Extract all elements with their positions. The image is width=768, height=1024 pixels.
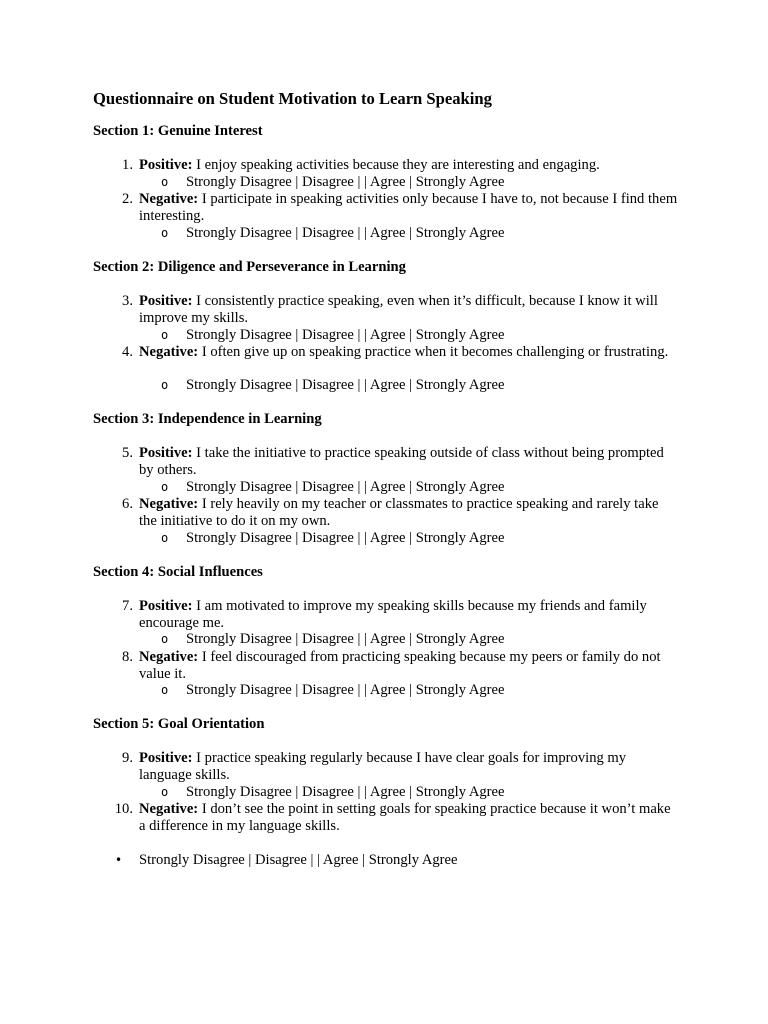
scale-options: Strongly Disagree | Disagree | | Agree | Strongly Agree — [186, 631, 505, 647]
scale-options: Strongly Disagree | Disagree | | Agree | Strongly Agree — [186, 225, 505, 241]
question-label: Negative: — [139, 801, 199, 817]
section-5-title: Section 5: Goal Orientation — [93, 716, 265, 732]
question-text: I consistently practice speaking, even when it’s difficult, because I know it will improve my skills. — [139, 293, 658, 326]
question-text: I often give up on speaking practice when it becomes challenging or frustrating. — [198, 344, 669, 360]
response-scale-5 — [161, 479, 505, 496]
document-title: Questionnaire on Student Motivation to Learn Speaking — [93, 89, 492, 108]
scale-options: Strongly Disagree | Disagree | | Agree | Strongly Agree — [186, 784, 505, 800]
sub-bullet-marker: o — [161, 175, 169, 189]
section-4-title: Section 4: Social Influences — [93, 564, 263, 580]
question-10 — [114, 801, 679, 835]
question-8 — [122, 649, 679, 683]
response-scale-2 — [161, 225, 505, 242]
sub-bullet-marker: o — [161, 683, 169, 697]
scale-options: Strongly Disagree | Disagree | | Agree | Strongly Agree — [186, 479, 505, 495]
section-2-title: Section 2: Diligence and Perseverance in Learning — [93, 259, 406, 275]
scale-options: Strongly Disagree | Disagree | | Agree | Strongly Agree — [186, 377, 505, 393]
question-label: Positive: — [139, 750, 193, 766]
question-number: 8. — [122, 649, 133, 665]
question-number: 5. — [122, 445, 133, 461]
question-text: I practice speaking regularly because I have clear goals for improving my language skills. — [139, 750, 627, 783]
bullet-marker: • — [115, 853, 123, 867]
question-number: 6. — [122, 496, 133, 512]
question-text: I don’t see the point in setting goals for speaking practice because it won’t make a difference in my language skills. — [139, 801, 671, 834]
section-3-title: Section 3: Independence in Learning — [93, 411, 322, 427]
question-number: 1. — [122, 157, 133, 173]
question-number: 2. — [122, 191, 133, 207]
question-text: I feel discouraged from practicing speaking because my peers or family do not value it. — [139, 649, 661, 682]
response-scale-4 — [161, 377, 505, 394]
scale-options: Strongly Disagree | Disagree | | Agree | Strongly Agree — [139, 852, 458, 868]
question-label: Positive: — [139, 598, 193, 614]
sub-bullet-marker: o — [161, 226, 169, 240]
question-9 — [122, 750, 679, 784]
question-3 — [122, 293, 679, 327]
scale-options: Strongly Disagree | Disagree | | Agree | Strongly Agree — [186, 682, 505, 698]
scale-options: Strongly Disagree | Disagree | | Agree | Strongly Agree — [186, 327, 505, 343]
question-text: I am motivated to improve my speaking skills because my friends and family encourage me. — [139, 598, 647, 631]
question-label: Positive: — [139, 445, 193, 461]
question-text: I participate in speaking activities only because I have to, not because I find them interesting. — [139, 191, 678, 224]
question-4 — [122, 344, 679, 361]
question-number: 10. — [114, 801, 133, 817]
question-number: 3. — [122, 293, 133, 309]
response-scale-10 — [115, 852, 458, 869]
response-scale-6 — [161, 530, 505, 547]
question-number: 7. — [122, 598, 133, 614]
question-number: 4. — [122, 344, 133, 360]
question-label: Negative: — [139, 344, 199, 360]
section-1-title: Section 1: Genuine Interest — [93, 123, 263, 139]
question-text: I enjoy speaking activities because they are interesting and engaging. — [192, 157, 600, 173]
question-text: I take the initiative to practice speaking outside of class without being prompted by others. — [139, 445, 664, 478]
scale-options: Strongly Disagree | Disagree | | Agree | Strongly Agree — [186, 530, 505, 546]
question-6 — [122, 496, 679, 530]
sub-bullet-marker: o — [161, 531, 169, 545]
question-text: I rely heavily on my teacher or classmates to practice speaking and rarely take the initiative to do it on my own. — [139, 496, 659, 529]
question-number: 9. — [122, 750, 133, 766]
sub-bullet-marker: o — [161, 632, 169, 646]
response-scale-9 — [161, 784, 505, 801]
question-label: Positive: — [139, 293, 193, 309]
question-label: Negative: — [139, 191, 199, 207]
question-label: Negative: — [139, 496, 199, 512]
sub-bullet-marker: o — [161, 328, 169, 342]
response-scale-8 — [161, 682, 505, 699]
sub-bullet-marker: o — [161, 378, 169, 392]
scale-options: Strongly Disagree | Disagree | | Agree | Strongly Agree — [186, 174, 505, 190]
question-7 — [122, 598, 679, 632]
question-label: Positive: — [139, 157, 193, 173]
response-scale-1 — [161, 174, 505, 191]
question-label: Negative: — [139, 649, 199, 665]
response-scale-3 — [161, 327, 505, 344]
question-5 — [122, 445, 679, 479]
question-1 — [122, 157, 679, 174]
sub-bullet-marker: o — [161, 480, 169, 494]
sub-bullet-marker: o — [161, 785, 169, 799]
response-scale-7 — [161, 631, 505, 648]
question-2 — [122, 191, 679, 225]
